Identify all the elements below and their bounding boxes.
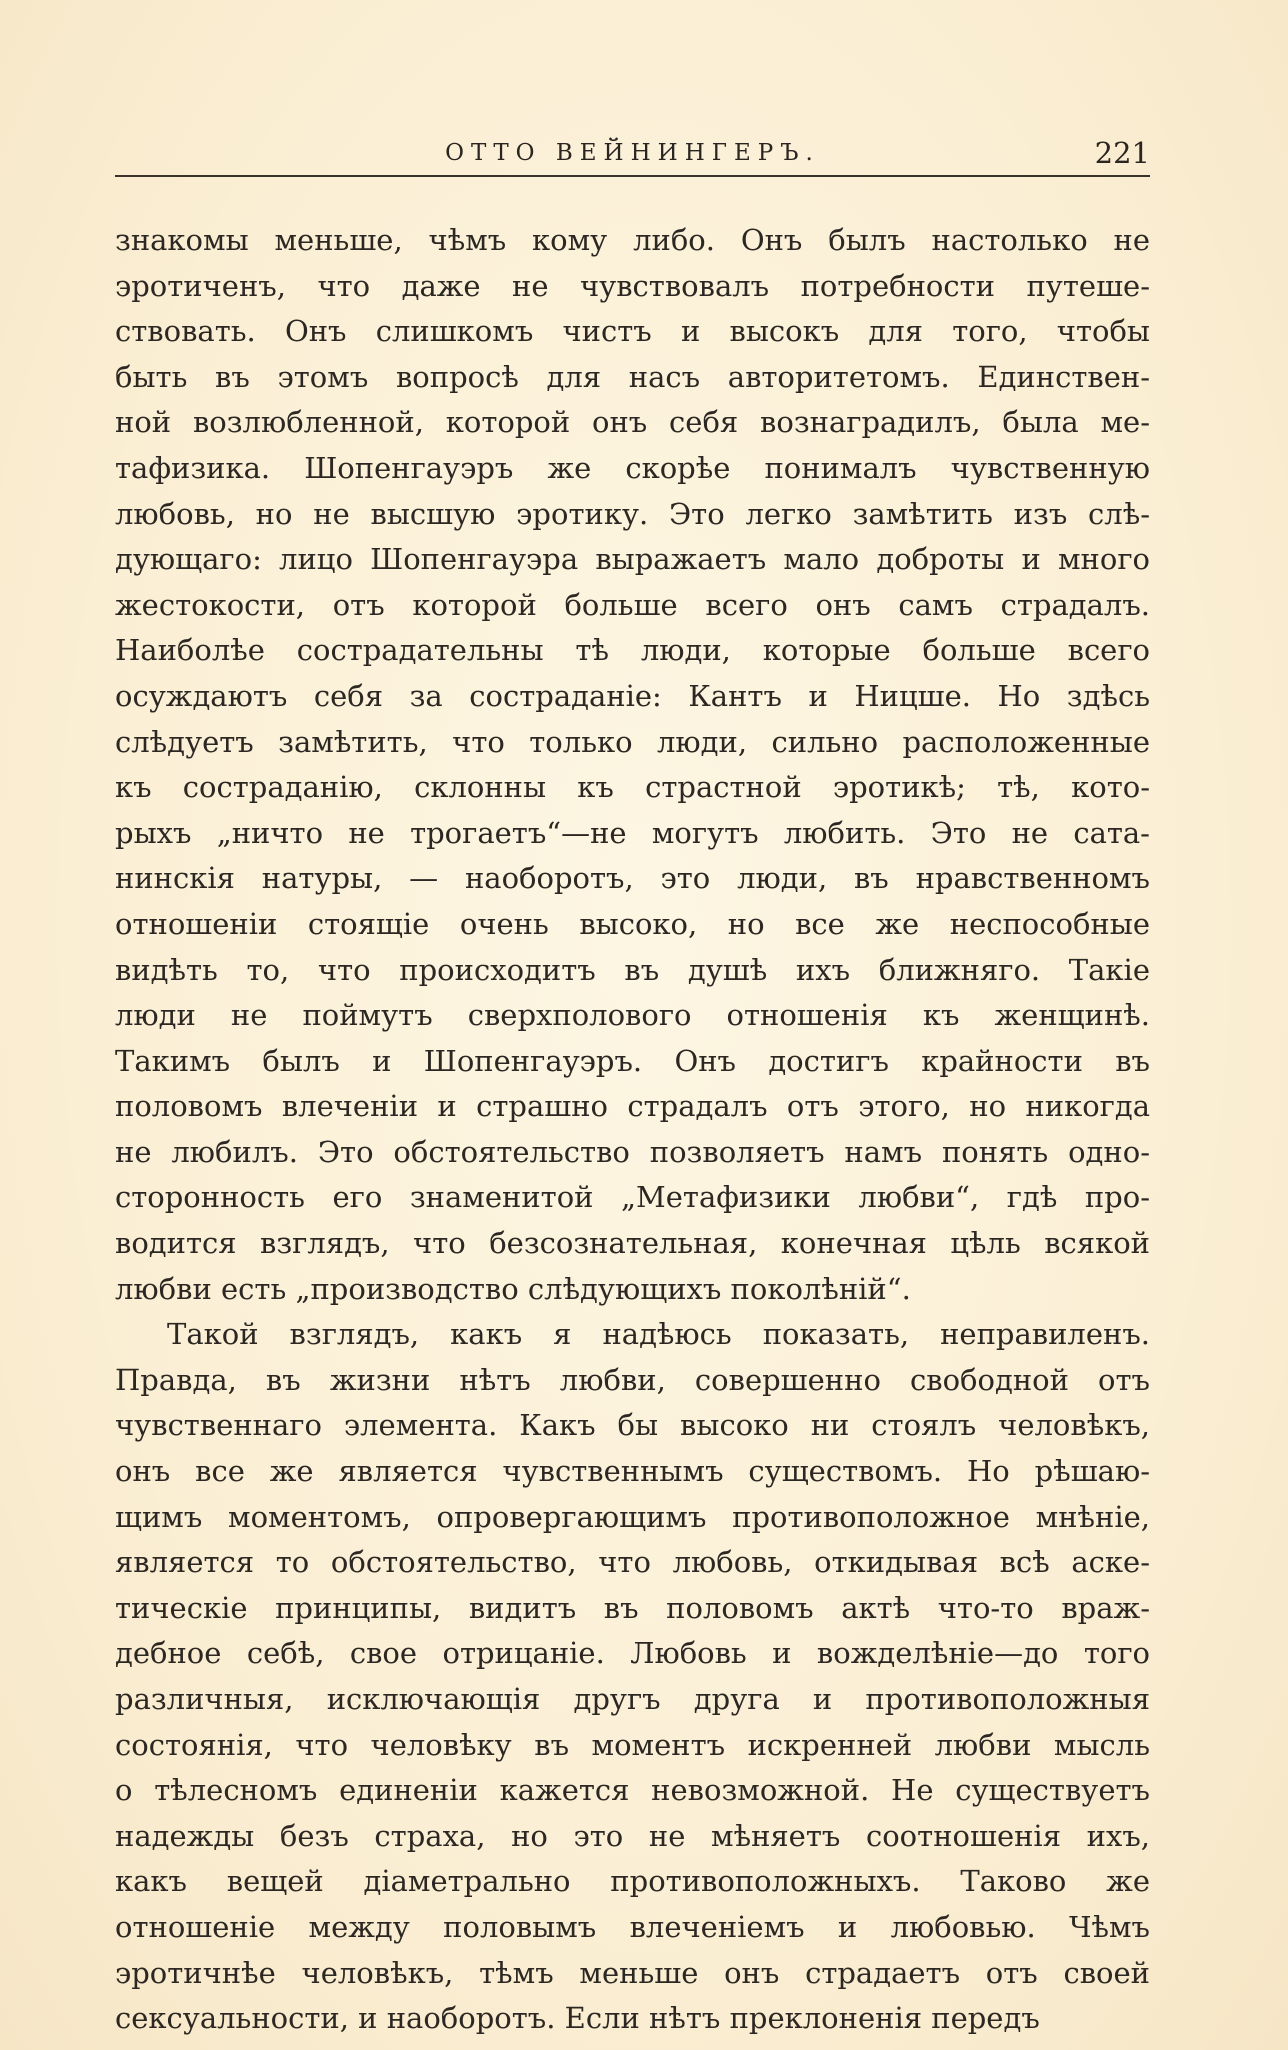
text-line: ной возлюбленной, которой онъ себя вознаградилъ, была ме-	[115, 405, 1150, 440]
text-line: нинскія натуры, — наоборотъ, это люди, въ нравственномъ	[115, 861, 1150, 896]
text-line: Правда, въ жизни нѣтъ любви, совершенно свободной отъ	[115, 1362, 1150, 1397]
text-line: Наиболѣе сострадательны тѣ люди, которые больше всего	[115, 633, 1150, 668]
text-line: не любилъ. Это обстоятельство позволяетъ намъ понять одно-	[115, 1134, 1150, 1169]
text-line: любви есть „производство слѣдующихъ поколѣній“.	[115, 1271, 911, 1306]
text-line: сторонность его знаменитой „Метафизики любви“, гдѣ про-	[115, 1180, 1150, 1215]
header-rule	[115, 175, 1150, 177]
text-line: тафизика. Шопенгауэръ же скорѣе понималъ чувственную	[115, 450, 1150, 485]
text-line: половомъ влеченіи и страшно страдалъ отъ этого, но никогда	[115, 1089, 1150, 1124]
text-line: дующаго: лицо Шопенгауэра выражаетъ мало доброты и много	[115, 542, 1150, 577]
text-line: состоянія, что человѣку въ моментъ искренней любви мысль	[115, 1727, 1150, 1762]
text-line: осуждаютъ себя за состраданіе: Кантъ и Ницше. Но здѣсь	[115, 678, 1150, 713]
text-line: Такой взглядъ, какъ я надѣюсь показать, неправиленъ.	[167, 1317, 1150, 1352]
text-line: Такимъ былъ и Шопенгауэръ. Онъ достигъ крайности въ	[115, 1043, 1150, 1078]
page-header	[115, 136, 1150, 180]
text-line: различныя, исключающія другъ друга и противоположныя	[115, 1682, 1150, 1716]
text-line: видѣть то, что происходитъ въ душѣ ихъ ближняго. Такіе	[115, 952, 1150, 987]
text-line: дебное себѣ, свое отрицаніе. Любовь и вожделѣніе—до того	[115, 1636, 1150, 1671]
text-line: знакомы меньше, чѣмъ кому либо. Онъ былъ настолько не	[115, 223, 1150, 257]
text-line: рыхъ „ничто не трогаетъ“—не могутъ любить. Это не сата-	[115, 815, 1150, 850]
text-line: чувственнаго элемента. Какъ бы высоко ни стоялъ человѣкъ,	[115, 1408, 1150, 1443]
text-line: водится взглядъ, что безсознательная, конечная цѣль всякой	[115, 1226, 1150, 1261]
text-line: отношеніи стоящіе очень высоко, но все же неспособные	[115, 906, 1150, 941]
text-line: эротиченъ, что даже не чувствовалъ потребности путеше-	[115, 268, 1150, 303]
text-line: щимъ моментомъ, опровергающимъ противоположное мнѣніе,	[115, 1499, 1150, 1534]
text-line: люди не поймутъ сверхполового отношенія къ женщинѣ.	[115, 998, 1150, 1033]
text-line: о тѣлесномъ единеніи кажется невозможной. Не существуетъ	[115, 1773, 1150, 1808]
running-title: ОТТО ВЕЙНИНГЕРЪ.	[445, 140, 820, 166]
text-line: онъ все же является чувственнымъ существомъ. Но рѣшаю-	[115, 1454, 1150, 1489]
page-number: 221	[1094, 136, 1150, 170]
text-line: какъ вещей діаметрально противоположныхъ. Таково же	[115, 1864, 1150, 1899]
body-text	[115, 218, 1150, 2042]
text-line: является то обстоятельство, что любовь, откидывая всѣ аске-	[115, 1545, 1150, 1580]
text-line: тическіе принципы, видитъ въ половомъ актѣ что-то враж-	[115, 1590, 1150, 1625]
text-line: быть въ этомъ вопросѣ для насъ авторитетомъ. Единствен-	[115, 359, 1150, 394]
text-line: надежды безъ страха, но это не мѣняетъ соотношенія ихъ,	[115, 1818, 1150, 1853]
text-line: эротичнѣе человѣкъ, тѣмъ меньше онъ страдаетъ отъ своей	[115, 1955, 1150, 1990]
text-line: къ состраданію, склонны къ страстной эротикѣ; тѣ, кото-	[115, 770, 1150, 805]
text-line: сексуальности, и наоборотъ. Если нѣтъ преклоненія передъ	[115, 2001, 1040, 2036]
text-line: ствовать. Онъ слишкомъ чистъ и высокъ для того, чтобы	[115, 314, 1150, 349]
text-line: отношеніе между половымъ влеченіемъ и любовью. Чѣмъ	[115, 1909, 1150, 1944]
paragraph-2	[115, 1312, 1150, 2042]
text-line: жестокости, отъ которой больше всего онъ самъ страдалъ.	[115, 587, 1150, 622]
text-line: слѣдуетъ замѣтить, что только люди, сильно расположенные	[115, 724, 1150, 759]
paragraph-1	[115, 218, 1150, 1312]
text-line: любовь, но не высшую эротику. Это легко замѣтить изъ слѣ-	[115, 496, 1150, 531]
